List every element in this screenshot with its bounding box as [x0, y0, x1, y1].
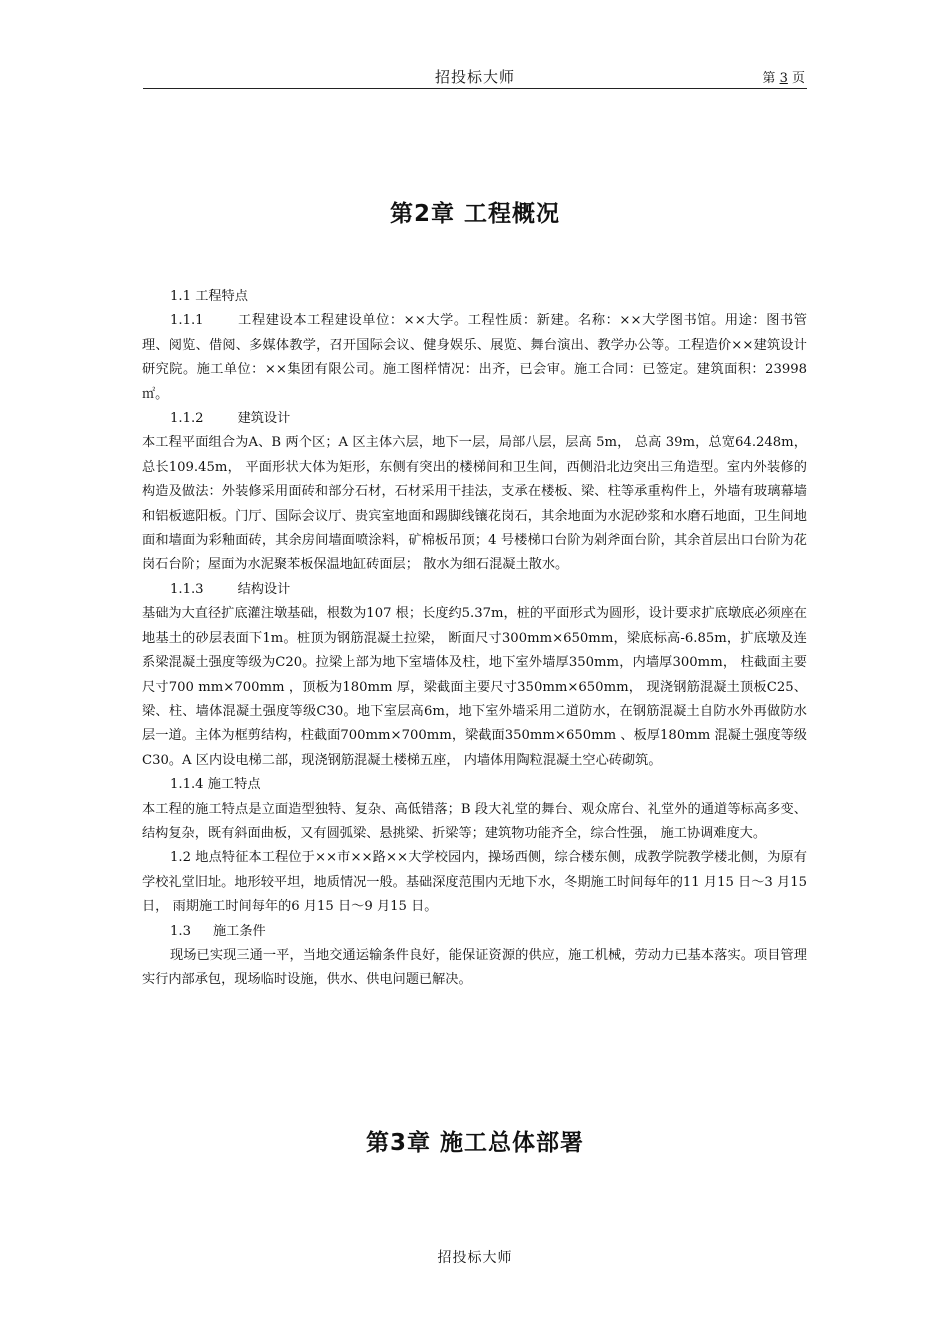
section-title: 建筑设计 [237, 411, 291, 427]
section-1-1-3-heading [170, 578, 807, 602]
page-prefix: 第 [762, 71, 776, 86]
paragraph-text: 地点特征本工程位于××市××路××大学校园内，操场西侧，综合楼东侧，成教学院教学楼北侧，为原有学校礼堂旧址。地形较平坦，地质情况一般。基础深度范围内无地下水，冬期施工时间每年的11 月15 日～3 月15 日， 雨期施工时间每年的6 月15 日～9 月15 日。 [142, 850, 807, 915]
section-1-1-heading [170, 285, 807, 309]
page-number-value: 3 [779, 71, 788, 86]
section-number: 1.3 [170, 923, 191, 939]
section-1-3-heading [170, 920, 807, 944]
paragraph-text: 工程建设本工程建设单位：××大学。工程性质：新建。名称：××大学图书馆。用途：图书管理、阅览、借阅、多媒体教学，召开国际会议、健身娱乐、展览、舞台演出、教学办公等。工程造价××建筑设计研究院。施工单位：××集团有限公司。施工图样情况：出齐，已会审。施工合同：已签定。建筑面积：23998㎡。 [142, 313, 807, 402]
section-1-1-3-paragraph: 基础为大直径扩底灌注墩基础，根数为107 根；长度约5.37m，桩的平面形式为圆形，设计要求扩底墩底必须座在地基土的砂层表面下1m。桩顶为钢筋混凝土拉梁， 断面尺寸300mm×650mm，梁底标高-6.85m，扩底墩及连系梁混凝土强度等级为C20。拉梁上部为地下室墙体及柱，地下室外墙厚350mm，内墙厚300mm， 柱截面主要尺寸700 mm×700mm ，顶板为180mm 厚，梁截面主要尺寸350mm×650mm， 现浇钢筋混凝土顶板C25、梁、柱、墙体混凝土强度等级C30。地下室层高6m，地下室外墙采用二道防水，在钢筋混凝土自防水外再做防水层一道。主体为框剪结构，柱截面700mm×700mm，梁截面350mm×650mm 、板厚180mm 混凝土强度等级C30。A 区内设电梯二部，现浇钢筋混凝土楼梯五座， 内墙体用陶粒混凝土空心砖砌筑。 [142, 606, 807, 768]
chapter-3-title: 第3章 施工总体部署 [365, 1130, 584, 1156]
section-number: 1.2 [170, 850, 191, 866]
section-number: 1.1.4 [170, 777, 204, 793]
section-1-1-2-paragraph: 本工程平面组合为A、B 两个区；A 区主体六层，地下一层，局部八层，层高 5m， 总高 39m，总宽64.248m，总长109.45m， 平面形状大体为矩形，东侧有突出的楼梯间和卫生间，西侧沿北边突出三角造型。室内外装修的构造及做法：外装修采用面砖和部分石材，石材采用干挂法，支承在楼板、梁、柱等承重构件上，外墙有玻璃幕墙和铝板遮阳板。门厅、国际会议厅、贵宾室地面和踢脚线镶花岗石，其余地面为水泥砂浆和水磨石地面，卫生间地面和墙面为彩釉面砖，其余房间墙面喷涂料，矿棉板吊顶；4 号楼梯口台阶为剁斧面台阶，其余首层出口台阶为花岗石台阶；屋面为水泥聚苯板保温地缸砖面层； 散水为细石混凝土散水。 [142, 435, 807, 573]
section-title: 结构设计 [237, 581, 291, 597]
section-title: 施工特点 [207, 777, 261, 793]
page-suffix: 页 [791, 71, 805, 86]
document-body [142, 285, 807, 993]
section-number: 1.1 [170, 289, 191, 304]
section-title: 工程特点 [195, 289, 248, 304]
header-title: 招投标大师 [434, 68, 515, 86]
section-1-1-4-paragraph: 本工程的施工特点是立面造型独特、复杂、高低错落；B 段大礼堂的舞台、观众席台、礼堂外的通道等标高多变、结构复杂，既有斜面曲板，又有圆弧梁、悬挑梁、折梁等；建筑物功能齐全，综合性强， 施工协调难度大。 [142, 801, 807, 841]
section-number: 1.1.3 [170, 581, 204, 597]
page-number [762, 67, 805, 86]
section-number: 1.1.1 [170, 313, 204, 329]
page-header [143, 64, 807, 89]
section-number: 1.1.2 [170, 411, 204, 427]
section-1-3-paragraph: 现场已实现三通一平，当地交通运输条件良好，能保证资源的供应，施工机械，劳动力已基本落实。项目管理实行内部承包，现场临时设施，供水、供电问题已解决。 [142, 947, 807, 988]
section-1-2-paragraph [142, 846, 807, 919]
section-1-1-4-heading [170, 773, 807, 797]
section-1-1-1-paragraph [142, 309, 807, 407]
chapter-2-title: 第2章 工程概况 [389, 201, 560, 227]
section-1-1-2-heading [170, 407, 807, 431]
section-title: 施工条件 [212, 923, 266, 939]
page-footer: 招投标大师 [437, 1250, 513, 1266]
